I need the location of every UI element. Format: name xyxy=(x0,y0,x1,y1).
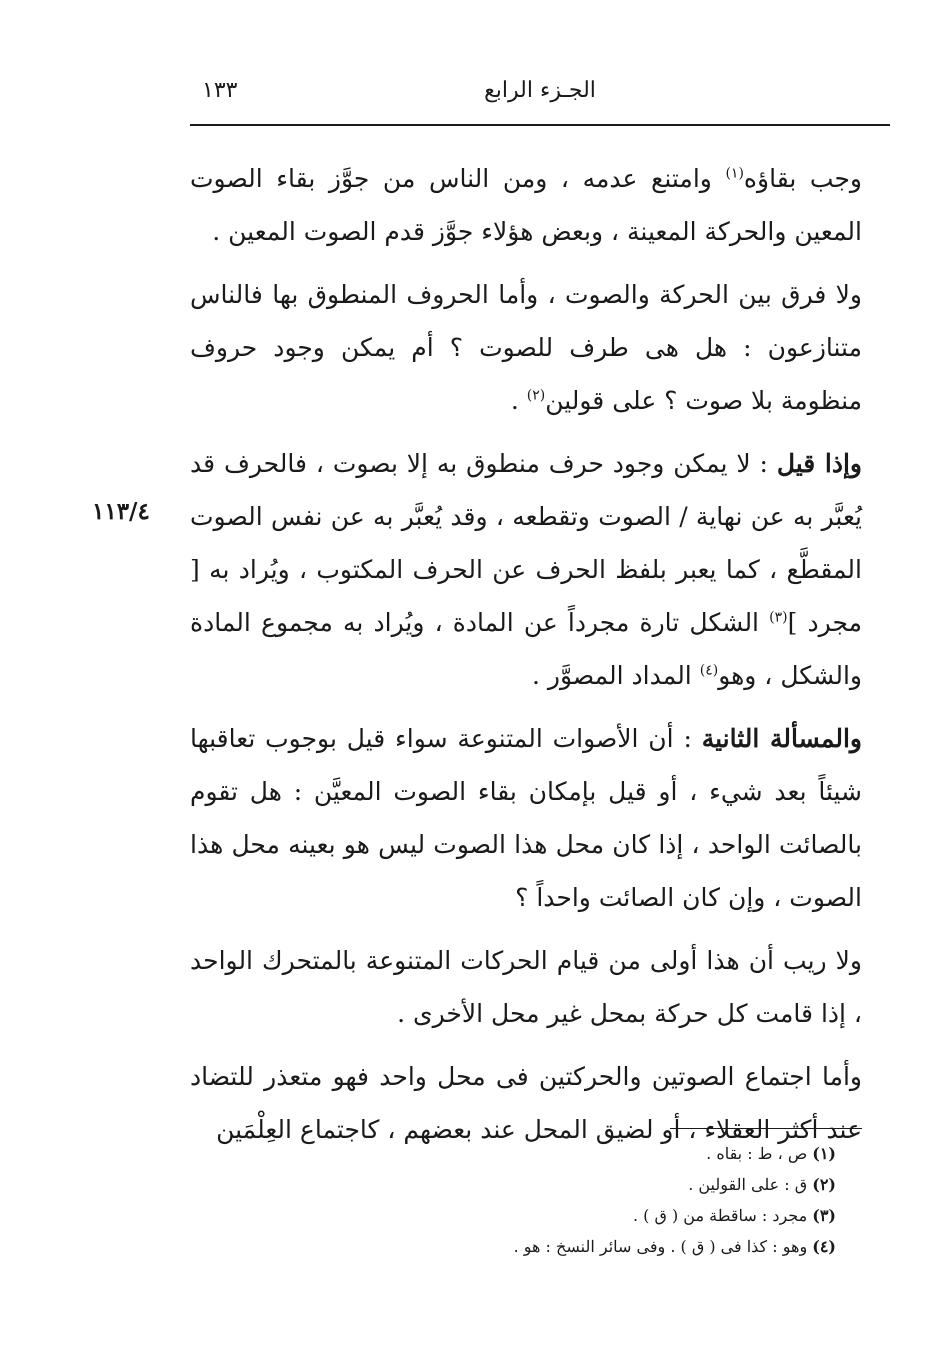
footnote-number: (١) xyxy=(812,1144,836,1163)
footnote-text: وهو : كذا فى ( ق ) . وفى سائر النسخ : هو . xyxy=(513,1237,813,1256)
footnotes xyxy=(300,1138,836,1262)
header-rule xyxy=(190,124,890,126)
paragraph-2 xyxy=(190,268,862,427)
footnote-rule xyxy=(670,1128,862,1129)
paragraph-text: الشكل تارة مجرداً عن المادة ، ويُراد به مجموع المادة والشكل ، وهو xyxy=(190,608,862,690)
footnote-4 xyxy=(300,1231,836,1262)
body-text xyxy=(190,152,862,1166)
paragraph-text: وأما اجتماع الصوتين والحركتين فى محل واحد فهو متعذر للتضاد عند أكثر العقلاء ، أو لضيق المحل عند بعضهم ، كاجتماع العِلْمَين xyxy=(190,1062,862,1144)
paragraph-lead: والمسألة الثانية xyxy=(701,724,862,753)
paragraph-3 xyxy=(190,437,862,702)
footnote-text: مجرد : ساقطة من ( ق ) . xyxy=(632,1206,813,1225)
footnote-number: (٤) xyxy=(812,1237,836,1256)
footnote-marker-4: (٤) xyxy=(699,662,719,679)
page-header xyxy=(190,78,890,118)
paragraph-text: وامتنع عدمه ، ومن الناس من جوَّز بقاء الصوت المعين والحركة المعينة ، وبعض هؤلاء جوَّز قدم الصوت المعين . xyxy=(190,164,862,246)
footnote-2 xyxy=(300,1169,836,1200)
paragraph-text: : لا يمكن وجود حرف منطوق به إلا بصوت ، فالحرف قد يُعبَّر به عن نهاية / الصوت وتقطعه ، وقد يُعبَّر به عن نفس الصوت المقطَّع ، كما يعبر بلفظ الحرف عن الحرف المكتوب ، ويُراد به [ مجرد ] xyxy=(190,449,863,637)
footnote-marker-2: (٢) xyxy=(526,387,546,404)
footnote-text: ق : على القولين . xyxy=(688,1175,813,1194)
paragraph-text: المداد المصوَّر . xyxy=(532,661,700,690)
footnote-text: ص ، ط : بقاه . xyxy=(706,1144,813,1163)
page-number: ١٣٣ xyxy=(202,78,238,103)
paragraph-text: ولا ريب أن هذا أولى من قيام الحركات المتنوعة بالمتحرك الواحد ، إذا قامت كل حركة بمحل غير محل الأخرى . xyxy=(190,946,862,1028)
paragraph-text: ولا فرق بين الحركة والصوت ، وأما الحروف المنطوق بها فالناس متنازعون : هل هى طرف للصوت ؟ أم يمكن وجود حروف منظومة بلا صوت ؟ على قولين xyxy=(190,280,862,415)
paragraph-lead: وإذا قيل xyxy=(776,449,862,478)
paragraph-text: : أن الأصوات المتنوعة سواء قيل بوجوب تعاقبها شيئاً بعد شيء ، أو قيل بإمكان بقاء الصوت المعيَّن : هل تقوم بالصائت الواحد ، إذا كان محل هذا الصوت ليس هو بعينه محل هذا الصوت ، وإن كان الصائت واحداً ؟ xyxy=(190,724,862,912)
paragraph-text: وجب بقاؤه xyxy=(743,164,862,193)
footnote-3 xyxy=(300,1200,836,1231)
footnote-1 xyxy=(300,1138,836,1169)
margin-reference: ١١٣/٤ xyxy=(92,498,150,525)
paragraph-4 xyxy=(190,712,862,924)
paragraph-text: . xyxy=(510,386,527,415)
footnote-marker-3: (٣) xyxy=(769,609,788,626)
paragraph-1 xyxy=(190,152,862,258)
footnote-number: (٣) xyxy=(812,1206,836,1225)
footnote-number: (٢) xyxy=(812,1175,836,1194)
footnote-marker-1: (١) xyxy=(725,165,744,182)
paragraph-5 xyxy=(190,934,862,1040)
running-title: الجـزء الرابع xyxy=(484,78,596,103)
